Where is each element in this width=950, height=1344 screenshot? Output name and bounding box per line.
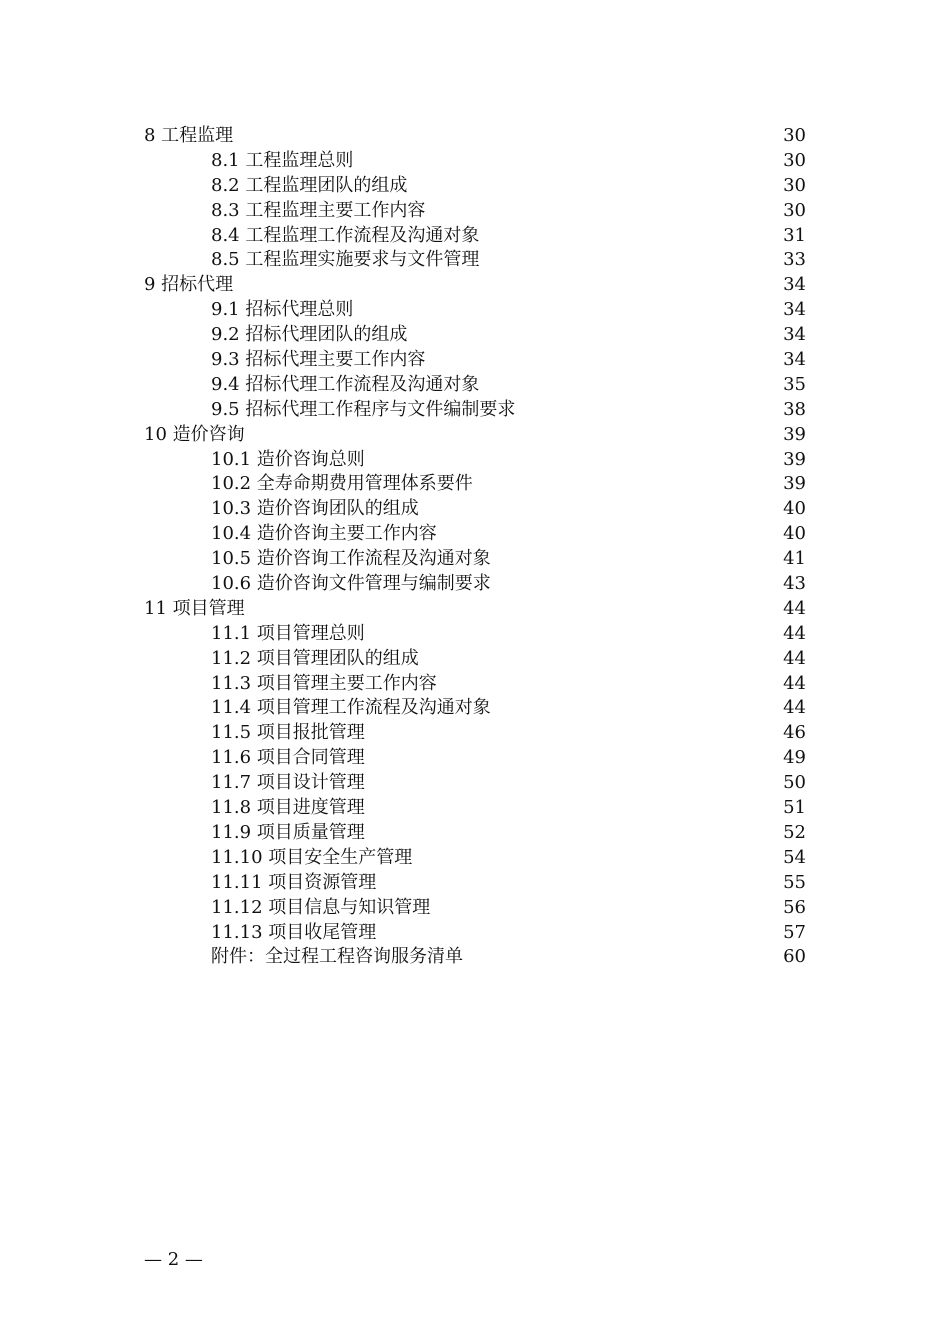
toc-section-entry	[144, 945, 806, 970]
toc-entry-title: 11.11 项目资源管理	[211, 871, 377, 893]
toc-entry-title: 11.5 项目报批管理	[211, 722, 365, 744]
toc-entry-title: 11.13 项目收尾管理	[211, 921, 377, 943]
toc-section-entry	[144, 846, 806, 871]
toc-section-entry	[144, 323, 806, 348]
toc-section-entry	[144, 721, 806, 746]
toc-entry-page: 34	[783, 349, 806, 371]
toc-section-entry	[144, 448, 806, 473]
toc-entry-page: 34	[783, 324, 806, 346]
toc-section-entry	[144, 896, 806, 921]
toc-entry-title: 9.4 招标代理工作流程及沟通对象	[211, 373, 480, 395]
toc-entry-page: 40	[783, 498, 806, 520]
toc-entry-page: 30	[783, 125, 806, 146]
toc-entry-title: 8.1 工程监理总则	[211, 149, 354, 171]
toc-entry-title: 9 招标代理	[144, 274, 234, 296]
toc-entry-title: 10.2 全寿命期费用管理体系要件	[211, 473, 473, 495]
toc-entry-page: 44	[783, 622, 806, 644]
toc-entry-title: 9.5 招标代理工作程序与文件编制要求	[211, 398, 516, 420]
toc-chapter-entry	[144, 597, 806, 622]
toc-entry-page: 44	[783, 697, 806, 719]
toc-entry-title: 11.3 项目管理主要工作内容	[211, 672, 437, 694]
toc-section-entry	[144, 497, 806, 522]
toc-entry-page: 46	[783, 722, 806, 744]
toc-entry-page: 30	[783, 199, 806, 221]
toc-entry-title: 10 造价咨询	[144, 423, 245, 445]
toc-entry-title: 8.2 工程监理团队的组成	[211, 174, 408, 196]
toc-entry-page: 34	[783, 274, 806, 296]
toc-entry-page: 60	[783, 946, 806, 968]
toc-entry-page: 57	[783, 921, 806, 943]
toc-entry-title: 11.12 项目信息与知识管理	[211, 896, 431, 918]
toc-section-entry	[144, 522, 806, 547]
toc-entry-title: 11.1 项目管理总则	[211, 622, 365, 644]
toc-entry-title: 10.5 造价咨询工作流程及沟通对象	[211, 548, 491, 570]
toc-section-entry	[144, 149, 806, 174]
toc-section-entry	[144, 224, 806, 249]
toc-section-entry	[144, 746, 806, 771]
toc-entry-page: 49	[783, 747, 806, 769]
toc-section-entry	[144, 821, 806, 846]
toc-entry-page: 35	[783, 373, 806, 395]
toc-entry-page: 44	[783, 672, 806, 694]
toc-entry-page: 33	[783, 249, 806, 271]
toc-section-entry	[144, 547, 806, 572]
toc-entry-title: 11.10 项目安全生产管理	[211, 846, 413, 868]
toc-entry-page: 50	[783, 772, 806, 794]
toc-entry-page: 38	[783, 398, 806, 420]
toc-entry-title: 8.3 工程监理主要工作内容	[211, 199, 426, 221]
toc-section-entry	[144, 572, 806, 597]
toc-entry-title: 9.2 招标代理团队的组成	[211, 324, 408, 346]
toc-entry-page: 54	[783, 846, 806, 868]
toc-entry-page: 55	[783, 871, 806, 893]
toc-section-entry	[144, 248, 806, 273]
toc-entry-title: 11 项目管理	[144, 597, 245, 619]
toc-entry-page: 41	[783, 548, 806, 570]
toc-entry-title: 11.7 项目设计管理	[211, 772, 365, 794]
toc-entry-title: 8 工程监理	[144, 125, 234, 146]
page-number: — 2 —	[144, 1249, 203, 1270]
toc-entry-title: 10.6 造价咨询文件管理与编制要求	[211, 573, 491, 595]
toc-section-entry	[144, 174, 806, 199]
toc-entry-page: 43	[783, 573, 806, 595]
toc-section-entry	[144, 796, 806, 821]
toc-entry-title: 附件：全过程工程咨询服务清单	[211, 946, 463, 968]
toc-section-entry	[144, 921, 806, 946]
toc-entry-page: 30	[783, 149, 806, 171]
toc-entry-page: 31	[783, 224, 806, 246]
toc-entry-page: 40	[783, 523, 806, 545]
toc-entry-title: 11.9 项目质量管理	[211, 821, 365, 843]
toc-chapter-entry	[144, 124, 806, 149]
toc-entry-title: 9.1 招标代理总则	[211, 299, 354, 321]
toc-entry-title: 8.5 工程监理实施要求与文件管理	[211, 249, 480, 271]
toc-entry-title: 11.4 项目管理工作流程及沟通对象	[211, 697, 491, 719]
toc-entry-page: 39	[783, 423, 806, 445]
toc-entry-page: 52	[783, 821, 806, 843]
toc-entry-page: 56	[783, 896, 806, 918]
toc-section-entry	[144, 771, 806, 796]
toc-entry-title: 10.1 造价咨询总则	[211, 448, 365, 470]
toc-section-entry	[144, 298, 806, 323]
toc-section-entry	[144, 647, 806, 672]
toc-entry-page: 44	[783, 647, 806, 669]
toc-section-entry	[144, 199, 806, 224]
toc-entry-title: 11.6 项目合同管理	[211, 747, 365, 769]
toc-entry-page: 44	[783, 597, 806, 619]
toc-section-entry	[144, 373, 806, 398]
toc-chapter-entry	[144, 273, 806, 298]
toc-entry-title: 11.8 项目进度管理	[211, 797, 365, 819]
toc-section-entry	[144, 472, 806, 497]
toc-entry-page: 34	[783, 299, 806, 321]
toc-entry-title: 10.4 造价咨询主要工作内容	[211, 523, 437, 545]
toc-section-entry	[144, 696, 806, 721]
toc-chapter-entry	[144, 423, 806, 448]
toc-entry-page: 51	[783, 797, 806, 819]
toc-entry-title: 8.4 工程监理工作流程及沟通对象	[211, 224, 480, 246]
toc-entry-title: 11.2 项目管理团队的组成	[211, 647, 419, 669]
toc-entry-page: 30	[783, 174, 806, 196]
toc-section-entry	[144, 672, 806, 697]
toc-entry-title: 9.3 招标代理主要工作内容	[211, 349, 426, 371]
toc-section-entry	[144, 398, 806, 423]
toc-section-entry	[144, 871, 806, 896]
toc-section-entry	[144, 622, 806, 647]
toc-entry-title: 10.3 造价咨询团队的组成	[211, 498, 419, 520]
toc-section-entry	[144, 348, 806, 373]
toc-entry-page: 39	[783, 448, 806, 470]
toc-entry-page: 39	[783, 473, 806, 495]
table-of-contents	[144, 124, 806, 970]
